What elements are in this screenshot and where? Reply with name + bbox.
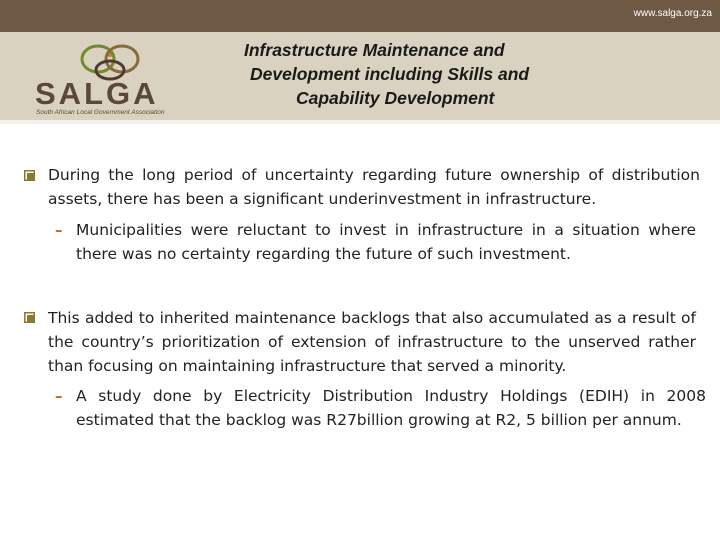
logo-emblem-icon (30, 36, 190, 81)
logo-wordmark: SALGA (35, 76, 159, 111)
slide-title (230, 38, 580, 110)
bullet-2-sub-text: A study done by Electricity Distribution Industry Holdings (EDIH) in 2008 estimated that the backlog was R27billion growing at R2, 5 billion per annum. (76, 387, 706, 429)
salga-logo (30, 36, 190, 118)
checkbox-bullet-icon (24, 170, 35, 181)
top-bar (0, 0, 720, 32)
website-url[interactable]: www.salga.org.za (633, 8, 712, 19)
checkbox-bullet-icon (24, 312, 35, 323)
sub-bullet-dash-icon: – (55, 221, 63, 239)
header-divider (0, 120, 720, 124)
title-line-3: Capability Development (296, 88, 495, 108)
logo-subtitle: South African Local Government Association (36, 109, 165, 116)
bullet-2-text: This added to inherited maintenance backlogs that also accumulated as a result of the country’s prioritization of extension of infrastructure to the unserved rather than focusing on maintaining infrastructure that served a minority. (48, 309, 696, 375)
sub-bullet-dash-icon: – (55, 387, 63, 405)
bullet-1-sub-text: Municipalities were reluctant to invest in infrastructure in a situation where there was no certainty regarding the future of such investment. (76, 221, 696, 263)
bullet-1-text: During the long period of uncertainty regarding future ownership of distribution assets, there has been a significant underinvestment in infrastructure. (48, 166, 700, 208)
title-line-2: Development including Skills and (250, 64, 530, 84)
title-line-1: Infrastructure Maintenance and (244, 40, 505, 60)
